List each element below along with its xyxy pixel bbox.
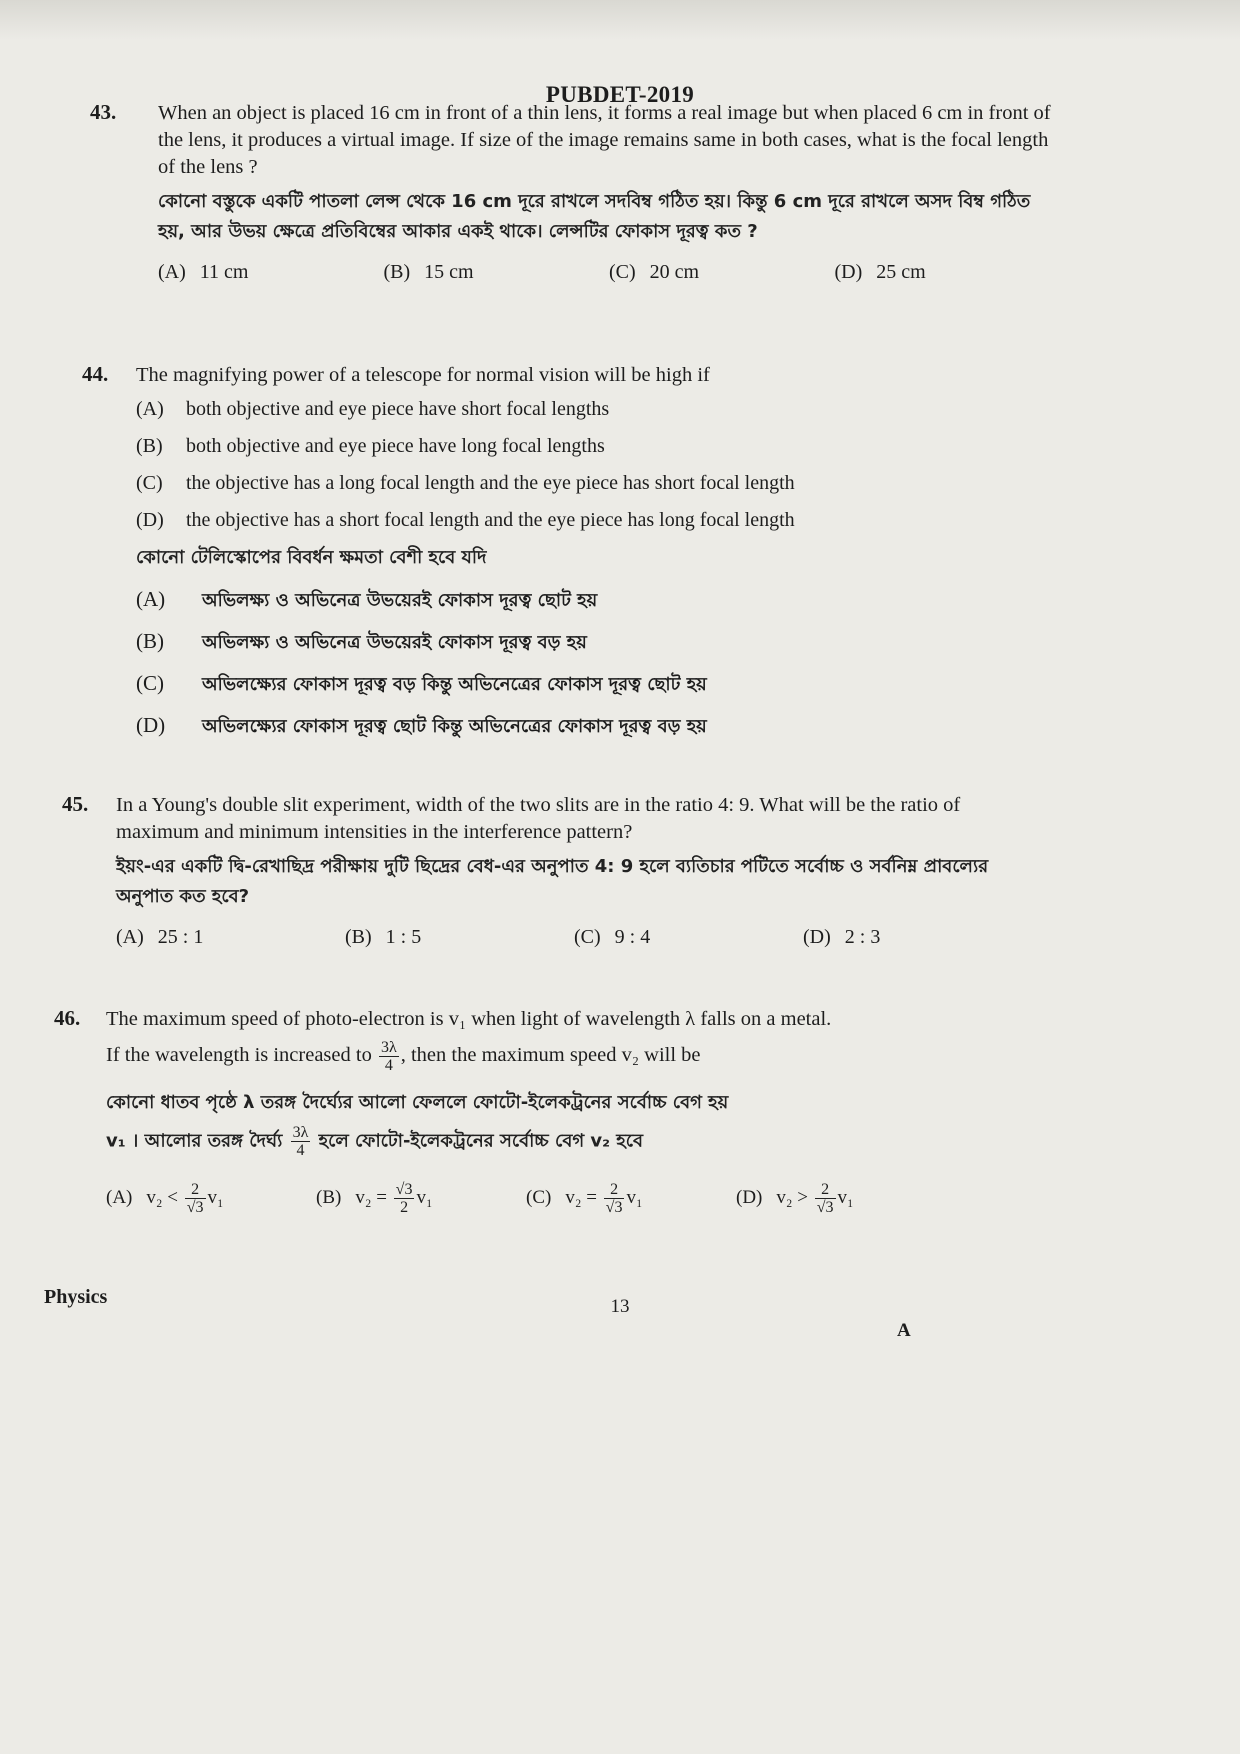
option-a: (A) both objective and eye piece have short focal lengths [136,398,610,420]
option-c: (C) 20 cm [609,261,700,283]
question-text-bn-line1: কোনো ধাতব পৃষ্ঠে λ তরঙ্গ দৈর্ঘ্যের আলো ফেললে ফোটো-ইলেকট্রনের সর্বোচ্চ বেগ হয় [106,1092,729,1113]
option-a: (A) 25 : 1 [116,926,204,948]
scan-edge [0,0,1240,40]
question-46 [54,1006,1064,1216]
option-c: (C) the objective has a long focal length and the eye piece has short focal length [136,472,795,494]
question-number: 43. [90,100,117,124]
option-d: (D) v₂ > $\frac{2}{√3}$ v₁ [736,1181,854,1216]
options-row [116,926,1032,949]
page-number: 13 [610,1296,630,1317]
option-b: (B) 1 : 5 [345,926,422,948]
page-title: PUBDET-2019 [545,82,695,107]
question-text-bn: কোনো টেলিস্কোপের বিবর্ধন ক্ষমতা বেশী হবে যদি [136,547,487,568]
option-a: (A) v₂ < $\frac{2}{√3}$ v₁ [106,1181,224,1216]
fraction: $\frac{3\lambda}{4}$ [292,1124,309,1159]
fraction: $\frac{3\lambda}{4}$ [380,1039,397,1074]
options-row [158,261,1060,284]
question-text-en-line1: The maximum speed of photo-electron is v₁ when light of wavelength λ falls on a metal. [106,1008,832,1030]
question-45 [62,792,1032,949]
option-a-bn: (A) অভিলক্ষ্য ও অভিনেত্র উভয়েরই ফোকাস দূরত্ব ছোট হয় [136,587,598,611]
option-d: (D) 2 : 3 [803,926,881,948]
options-row [106,1181,1064,1216]
question-number: 46. [54,1006,81,1030]
option-b-bn: (B) অভিলক্ষ্য ও অভিনেত্র উভয়েরই ফোকাস দূরত্ব বড় হয় [136,629,587,653]
question-text-en-line2: If the wavelength is increased to $\frac{3\lambda}{4}$ , then the maximum speed v₂ will be [106,1039,701,1074]
question-number: 44. [82,362,109,386]
question-text-en: When an object is placed 16 cm in front of a thin lens, it forms a real image but when placed 6 cm in front of the lens, it produces a virtual image. If size of the image remains same in both cases, what is the focal length of the lens ? [158,102,1051,178]
question-43 [90,100,1060,284]
option-c-bn: (C) অভিলক্ষ্যের ফোকাস দূরত্ব বড় কিন্তু অভিনেত্রের ফোকাস দূরত্ব ছোট হয় [136,671,707,695]
footer-subject: Physics [44,1286,108,1308]
option-c: (C) 9 : 4 [574,926,651,948]
question-text-bn: কোনো বস্তুকে একটি পাতলা লেন্স থেকে 16 cm দূরে রাখলে সদবিম্ব গঠিত হয়। কিন্তু 6 cm দূরে রাখলে অসদ বিম্ব গঠিত হয়, আর উভয় ক্ষেত্রে প্রতিবিম্বের আকার একই থাকে। লেন্সটির ফোকাস দূরত্ব কত ? [158,191,1031,242]
question-text-bn-line2: v₁ । আলোর তরঙ্গ দৈর্ঘ্য $\frac{3\lambda}{4}$ হলে ফোটো-ইলেকট্রনের সর্বোচ্চ বেগ v₂ হবে [106,1124,643,1159]
option-d: (D) the objective has a short focal length and the eye piece has long focal length [136,509,795,531]
options-en [136,391,1052,539]
set-code: A [897,1320,911,1341]
options-bn [136,579,1052,747]
option-b: (B) 15 cm [383,261,474,283]
option-b: (B) v₂ = $\frac{√3}{2}$ v₁ [316,1181,433,1216]
option-b: (B) both objective and eye piece have long focal lengths [136,435,605,457]
question-text-en: The magnifying power of a telescope for normal vision will be high if [136,364,710,386]
question-number: 45. [62,792,89,816]
option-c: (C) v₂ = $\frac{2}{√3}$ v₁ [526,1181,643,1216]
question-text-bn: ইয়ং-এর একটি দ্বি-রেখাছিদ্র পরীক্ষায় দুটি ছিদ্রের বেধ-এর অনুপাত 4: 9 হলে ব্যতিচার পটিতে সর্বোচ্চ ও সর্বনিম্ন প্রাবল্যের অনুপাত কত হবে? [116,856,989,907]
option-d-bn: (D) অভিলক্ষ্যের ফোকাস দূরত্ব ছোট কিন্তু অভিনেত্রের ফোকাস দূরত্ব বড় হয় [136,713,707,737]
question-44 [82,362,1052,747]
option-a: (A) 11 cm [158,261,249,283]
question-text-en: In a Young's double slit experiment, width of the two slits are in the ratio 4: 9. What will be the ratio of maximum and minimum intensities in the interference pattern? [116,794,961,843]
option-d: (D) 25 cm [834,261,926,283]
